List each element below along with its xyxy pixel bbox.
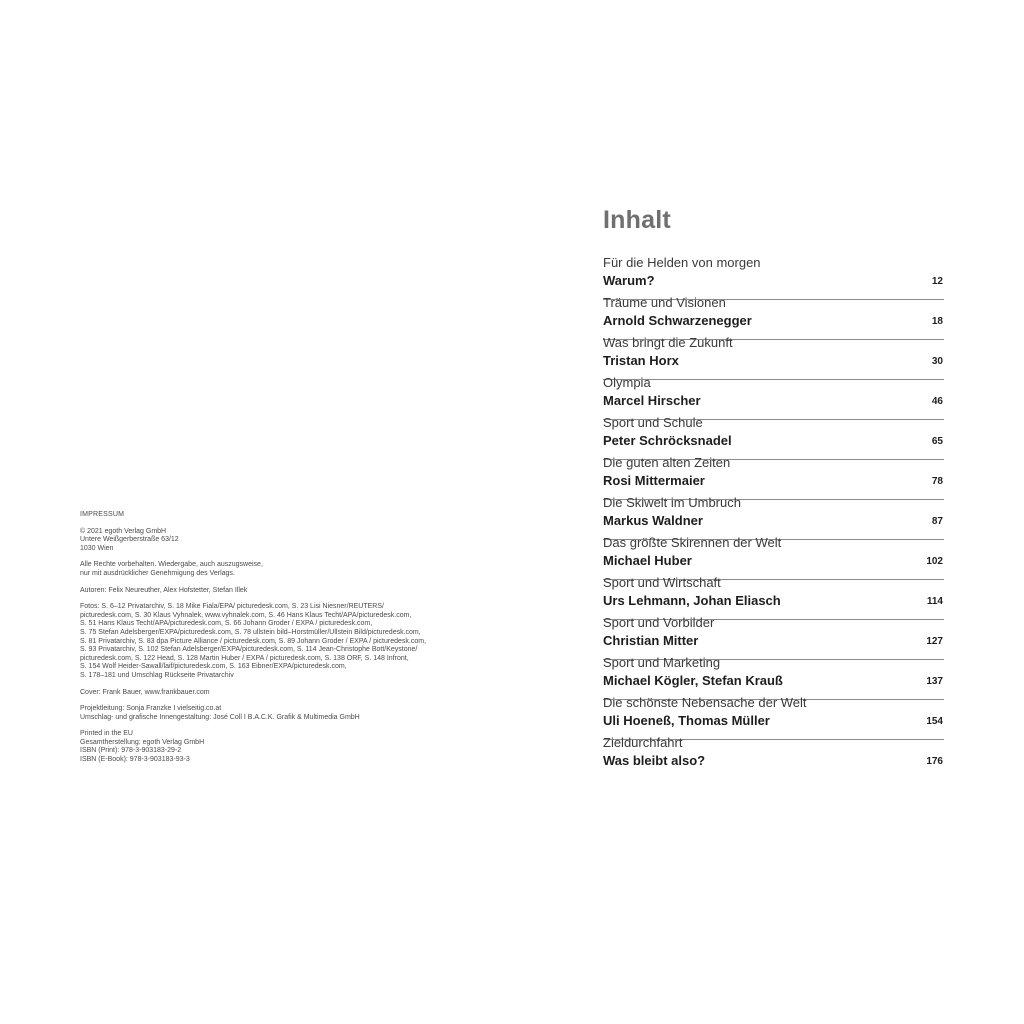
toc-entry-subtitle: Die Skiwelt im Umbruch — [603, 495, 741, 510]
impressum-line: Umschlag- und grafische Innengestaltung: José Coll I B.A.C.K. Grafik & Multimedia GmbH — [80, 713, 360, 721]
impressum-authors — [80, 587, 460, 596]
toc-heading: Inhalt — [603, 206, 671, 234]
toc-entry-title: Was bleibt also? — [603, 753, 706, 768]
toc-entry-page-number: 46 — [931, 396, 943, 407]
toc-entry-subtitle: Das größte Skirennen der Welt — [603, 535, 782, 550]
toc-list — [603, 255, 944, 780]
toc-entry-subtitle: Olympia — [603, 375, 651, 390]
impressum-line: nur mit ausdrücklicher Genehmigung des Verlags. — [80, 569, 235, 577]
toc-entry-title: Peter Schröcksnadel — [603, 433, 732, 448]
toc-entry-page-number: 102 — [926, 556, 943, 567]
toc-entry-title: Marcel Hirscher — [603, 393, 701, 408]
impressum-line: Autoren: Felix Neureuther, Alex Hofstetter, Stefan Illek — [80, 586, 248, 594]
impressum-line: Untere Weißgerberstraße 63/12 — [80, 536, 179, 544]
impressum-cover — [80, 689, 460, 698]
toc-entry-subtitle: Sport und Marketing — [603, 655, 721, 670]
toc-entry — [603, 335, 944, 380]
toc-entry-page-number: 127 — [926, 636, 943, 647]
toc-entry-page-number: 65 — [931, 436, 943, 447]
impressum-line: Alle Rechte vorbehalten. Wiedergabe, auch auszugsweise, — [80, 561, 263, 569]
impressum-title: IMPRESSUM — [80, 511, 125, 518]
toc-entry-subtitle: Sport und Wirtschaft — [603, 575, 721, 590]
toc-entry-title: Markus Waldner — [603, 513, 703, 528]
toc-entry-title: Urs Lehmann, Johan Eliasch — [603, 593, 781, 608]
toc-entry-page-number: 137 — [926, 676, 943, 687]
impressum-line: Fotos: S. 6–12 Privatarchiv, S. 18 Mike Fiala/EPA/ picturedesk.com, S. 23 Lisi Niesner/REUTERS/ — [80, 603, 384, 611]
toc-entry-page-number: 87 — [931, 516, 943, 527]
toc-entry-title: Michael Huber — [603, 553, 692, 568]
impressum-line: ISBN (Print): 978-3-903183-29-2 — [80, 747, 182, 755]
toc-entry-page-number: 30 — [931, 356, 943, 367]
toc-entry-subtitle: Die guten alten Zeiten — [603, 455, 731, 470]
toc-entry-subtitle: Träume und Visionen — [603, 295, 726, 310]
toc-entry-page-number: 12 — [931, 276, 943, 287]
toc-entry-subtitle: Für die Helden von morgen — [603, 255, 761, 270]
impressum-line: 1030 Wien — [80, 544, 114, 552]
toc-entry-subtitle: Die schönste Nebensache der Welt — [603, 695, 807, 710]
impressum-copyright — [80, 528, 460, 554]
toc-entry-page-number: 18 — [931, 316, 943, 327]
impressum-line: picturedesk.com, S. 30 Klaus Vyhnalek, www.vyhnalek.com, S. 46 Hans Klaus Techt/APA/picturedesk.com, — [80, 611, 412, 619]
impressum-print — [80, 730, 460, 764]
table-of-contents — [603, 205, 944, 780]
toc-entry-subtitle: Sport und Vorbilder — [603, 615, 715, 630]
toc-entry-title: Rosi Mittermaier — [603, 473, 705, 488]
impressum-line: Gesamtherstellung: egoth Verlag GmbH — [80, 738, 205, 746]
impressum-photos — [80, 603, 460, 680]
impressum-line: ISBN (E-Book): 978-3-903183-93-3 — [80, 756, 190, 764]
impressum-line: Projektleitung: Sonja Franzke I vielseitig.co.at — [80, 705, 222, 713]
toc-entry-page-number: 154 — [926, 716, 943, 727]
impressum-line: © 2021 egoth Verlag GmbH — [80, 527, 167, 535]
impressum-line: S. 75 Stefan Adelsberger/EXPA/picturedesk.com, S. 78 ullstein bild–Horstmüller/Ullstein Bild/picturedesk.com, — [80, 628, 421, 636]
toc-entry-subtitle: Sport und Schule — [603, 415, 703, 430]
toc-entry-subtitle: Was bringt die Zukunft — [603, 335, 733, 350]
toc-entry-title: Warum? — [603, 273, 655, 288]
impressum-line: S. 81 Privatarchiv, S. 83 dpa Picture Alliance / picturedesk.com, S. 89 Johann Groder / EXPA / picturedesk.com, — [80, 637, 427, 645]
toc-entry-title: Christian Mitter — [603, 633, 699, 648]
toc-entry-page-number: 114 — [926, 596, 943, 607]
impressum-line: S. 178–181 und Umschlag Rückseite Privatarchiv — [80, 671, 234, 679]
impressum-line: Printed in the EU — [80, 730, 133, 738]
impressum-project — [80, 705, 460, 722]
impressum-line: Cover: Frank Bauer, www.frankbauer.com — [80, 688, 210, 696]
impressum-line: S. 51 Hans Klaus Techt/APA/picturedesk.com, S. 66 Johann Groder / EXPA / picturedesk.com, — [80, 620, 373, 628]
toc-entry-page-number: 78 — [931, 476, 943, 487]
toc-entry — [603, 735, 944, 780]
impressum-rights — [80, 561, 460, 578]
impressum — [80, 511, 460, 773]
toc-entry-title: Michael Kögler, Stefan Krauß — [603, 673, 783, 688]
toc-entry-title: Arnold Schwarzenegger — [603, 313, 752, 328]
impressum-line: S. 93 Privatarchiv, S. 102 Stefan Adelsberger/EXPA/picturedesk.com, S. 114 Jean-Christophe Bott/Keystone/ — [80, 646, 418, 654]
toc-entry-title: Tristan Horx — [603, 353, 679, 368]
toc-entry-subtitle: Zieldurchfahrt — [603, 735, 683, 750]
impressum-line: S. 154 Wolf Heider-Sawall/laif/picturedesk.com, S. 163 Eibner/EXPA/picturedesk.com, — [80, 663, 347, 671]
toc-entry-title: Uli Hoeneß, Thomas Müller — [603, 713, 770, 728]
impressum-line: picturedesk.com, S. 122 Head, S. 128 Martin Huber / EXPA / picturedesk.com, S. 138 ORF, S. 148 Infront, — [80, 654, 409, 662]
toc-entry-page-number: 176 — [926, 756, 943, 767]
